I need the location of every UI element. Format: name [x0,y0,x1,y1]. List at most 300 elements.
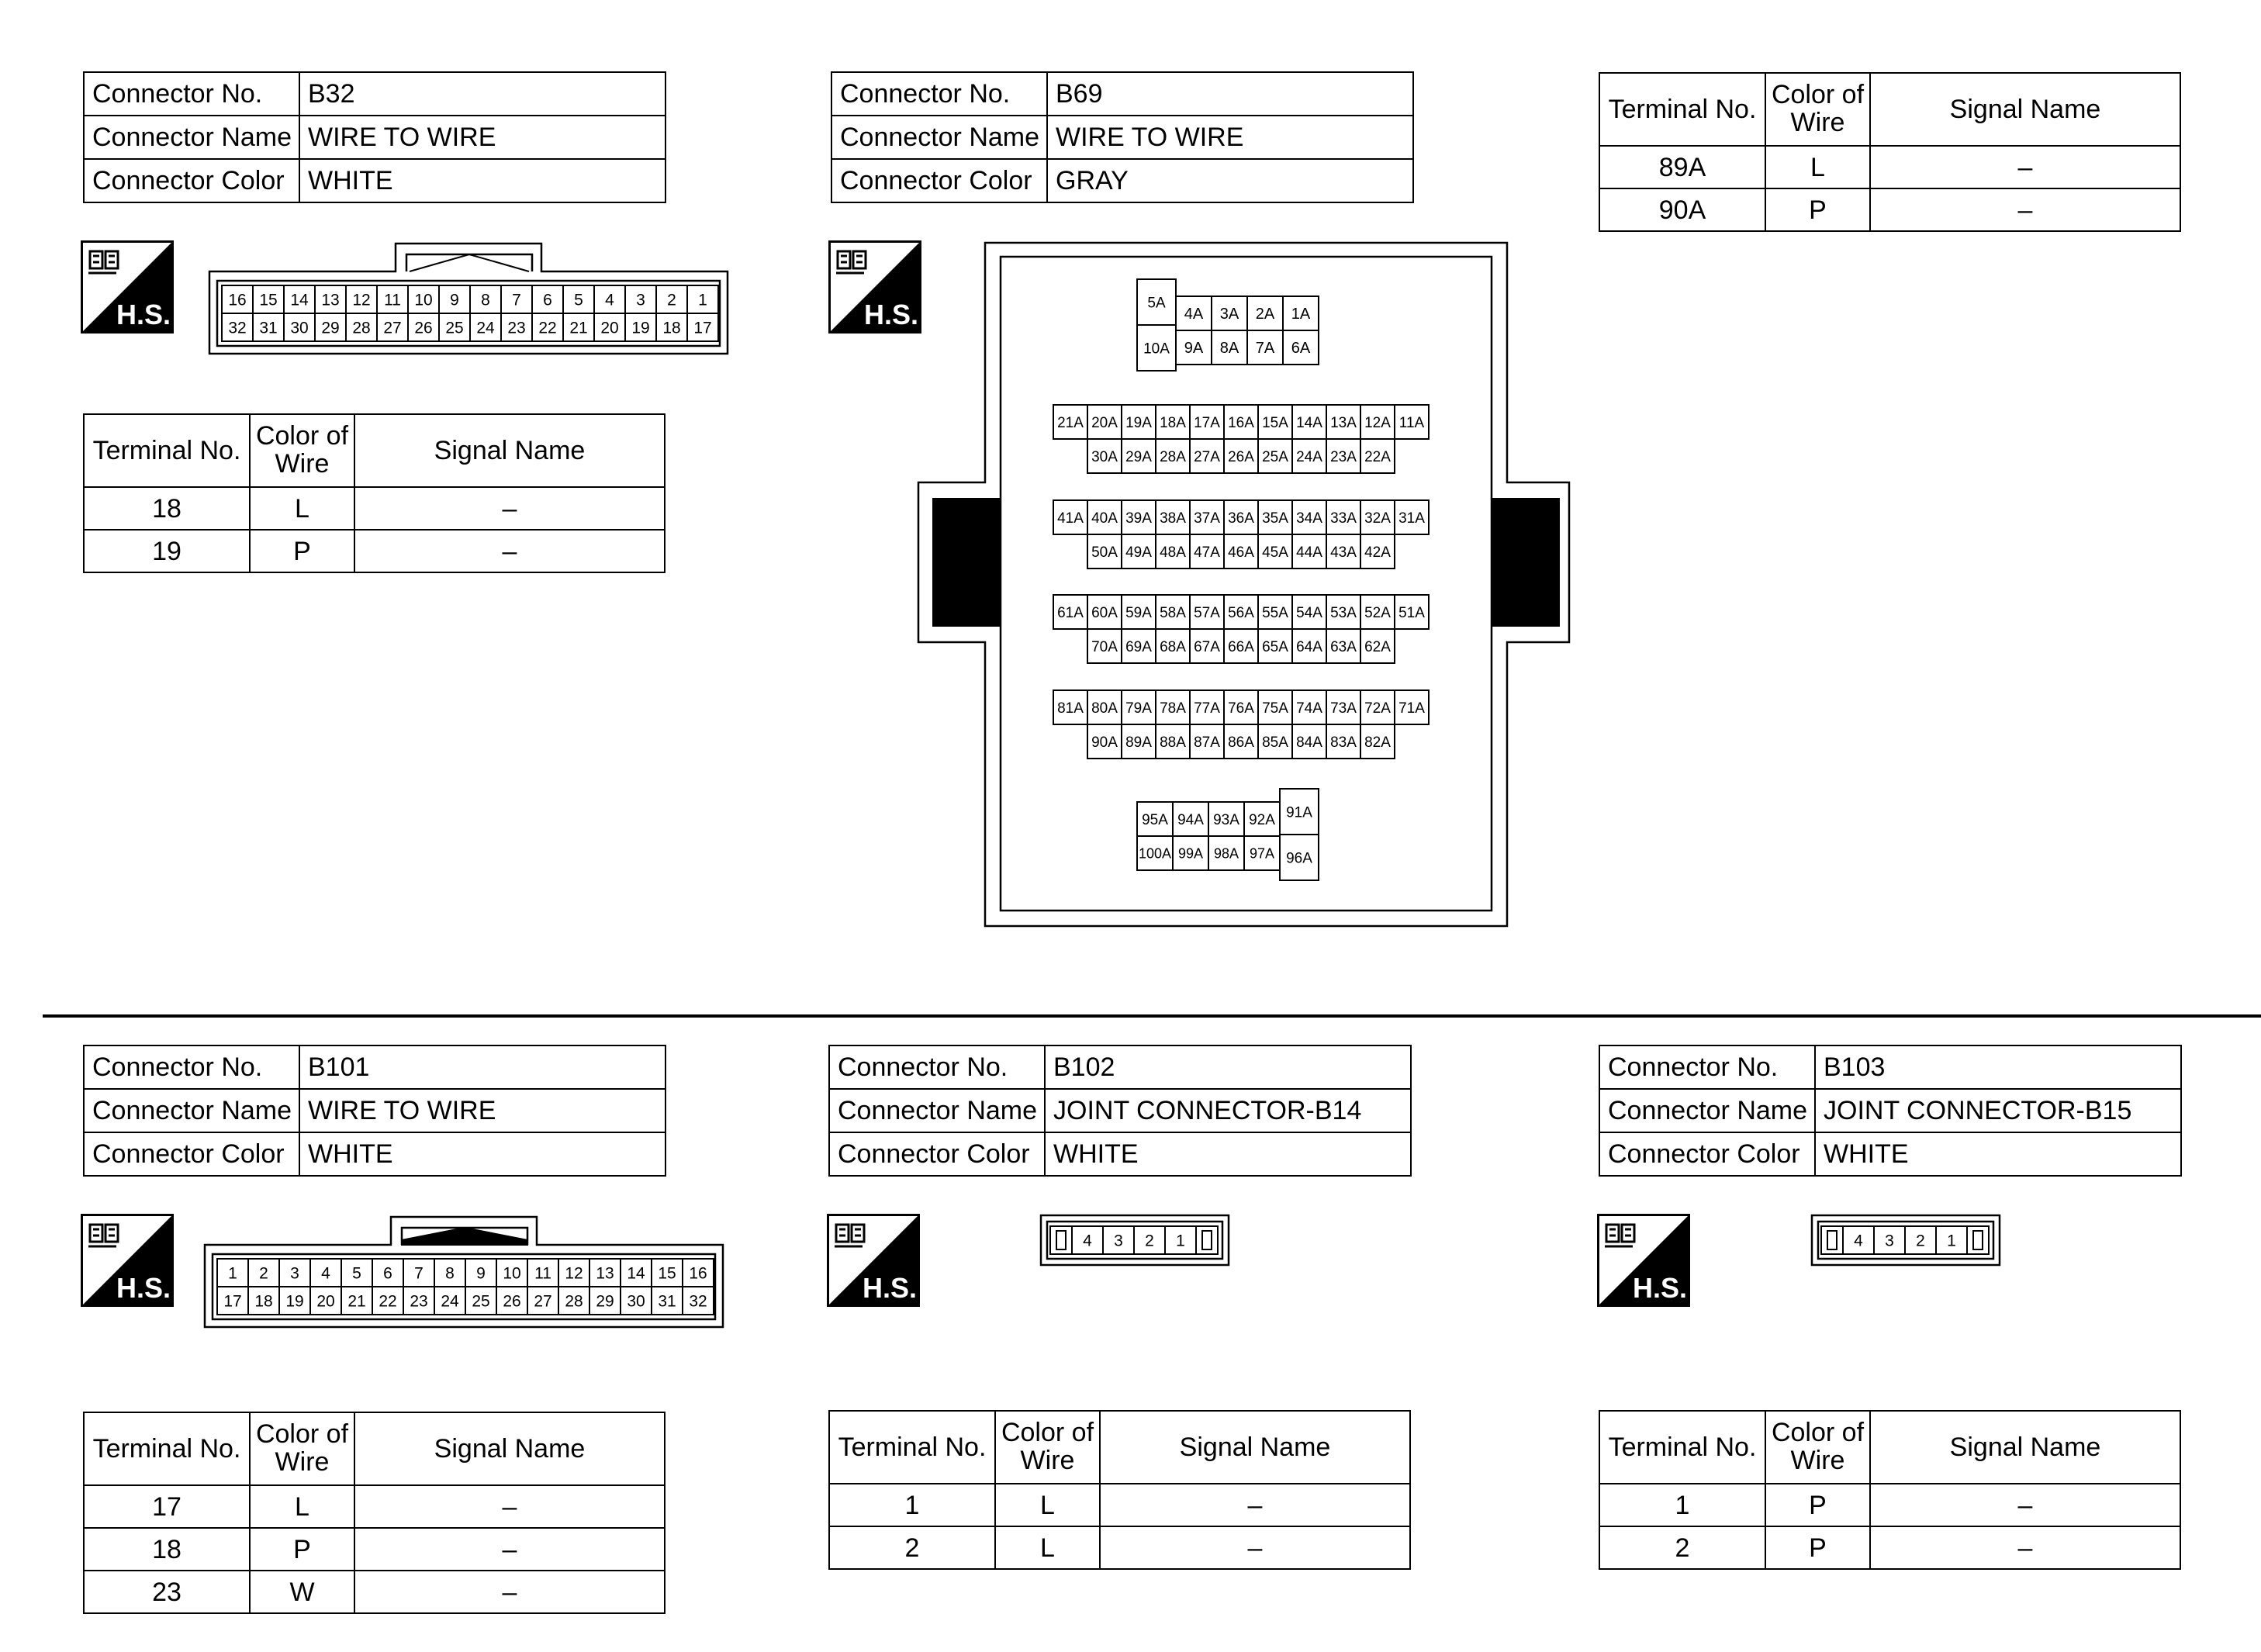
terminal-pin [1208,836,1244,870]
terminal-pin-label: 86A [1228,734,1254,751]
terminal-pin [1087,690,1122,724]
signal-name-header: Signal Name [1100,1411,1410,1484]
terminal-pin-label: 9 [476,1264,486,1283]
connector-color-label: Connector Color [831,159,1047,202]
terminal-pin [465,1259,496,1287]
terminal-pin [1326,724,1360,759]
terminal-pin [621,1287,652,1315]
terminal-pin-label: 63A [1330,638,1357,655]
connector-color-value: WHITE [1045,1132,1411,1176]
terminal-pin [1137,279,1176,325]
terminal-pin-label: 67A [1194,638,1220,655]
b32-terminal-table [83,413,666,573]
terminal-pin-label: 26 [414,319,433,337]
terminal-pin [1087,534,1122,569]
terminal-pin [222,285,253,313]
terminal-pin [1326,534,1360,569]
terminal-pin [558,1259,589,1287]
terminal-pin-label: 60A [1091,604,1118,621]
terminal-pin-label: 1 [1947,1232,1956,1250]
terminal-pin-label: 19 [631,319,650,337]
hs-label: H.S. [116,299,171,330]
terminal-pin [1360,500,1395,534]
terminal-pin-label: 52A [1364,604,1391,621]
connector-name-label: Connector Name [829,1089,1045,1132]
terminal-pin-label: 29 [321,319,340,337]
terminal-pin [1905,1226,1936,1254]
terminal-pin [279,1287,310,1315]
terminal-pin [558,1287,589,1315]
terminal-pin-label: 21 [569,319,588,337]
terminal-no-header: Terminal No. [1599,1411,1765,1484]
terminal-pin [1087,724,1122,759]
terminal-cell: 89A [1599,146,1765,188]
table-row [1599,1526,2180,1569]
terminal-cell: 17 [84,1485,250,1528]
info-row [829,1132,1411,1176]
connector-color-label: Connector Color [829,1132,1045,1176]
terminal-pin [1936,1226,1967,1254]
signal-cell: – [354,1571,665,1613]
signal-cell: – [354,487,665,530]
terminal-pin [1176,330,1212,365]
terminal-pin [532,313,563,341]
terminal-pin [439,313,470,341]
terminal-pin-label: 89A [1125,734,1152,751]
terminal-pin [1156,690,1190,724]
info-row [831,116,1413,159]
terminal-pin [1244,802,1280,836]
terminal-pin [1360,690,1395,724]
terminal-pin [1053,405,1087,439]
terminal-pin [372,1259,403,1287]
terminal-pin [1212,296,1247,330]
connector-name-value: WIRE TO WIRE [1047,116,1413,159]
terminal-pin [594,313,625,341]
terminal-pin [1224,724,1258,759]
terminal-pin-label: 31 [658,1292,676,1311]
terminal-pin [527,1259,558,1287]
terminal-pin [1122,439,1156,473]
terminal-pin-label: 26A [1228,448,1254,465]
connector-no-label: Connector No. [84,1045,299,1089]
hs-label: H.S. [864,299,919,330]
terminal-pin [1072,1226,1103,1254]
terminal-pin-label: 7A [1255,340,1275,358]
terminal-pin [563,285,594,313]
terminal-pin [470,313,501,341]
terminal-pin [1292,500,1326,534]
table-row [1599,146,2180,188]
terminal-pin-label: 4 [605,291,614,309]
terminal-pin [1292,534,1326,569]
terminal-pin-label: 25 [472,1292,490,1311]
signal-cell: – [354,1528,665,1571]
b101-terminal-table [83,1412,666,1614]
terminal-pin-label: 94A [1177,811,1204,828]
terminal-pin-label: 23 [507,319,526,337]
wire-color-cell: L [995,1484,1100,1526]
signal-name-header: Signal Name [1870,1411,2180,1484]
terminal-pin-label: 39A [1125,510,1152,527]
terminal-pin-label: 30A [1091,448,1118,465]
terminal-pin [687,285,718,313]
terminal-pin-label: 87A [1194,734,1220,751]
terminal-pin [1292,629,1326,663]
signal-name-header: Signal Name [1870,73,2180,146]
terminal-pin-label: 19 [285,1292,304,1311]
header-row [1599,73,2180,146]
connector-name-value: WIRE TO WIRE [299,1089,666,1132]
color-of-wire-header [995,1411,1100,1484]
info-row [829,1089,1411,1132]
terminal-pin [1395,595,1429,629]
terminal-pin [253,313,284,341]
terminal-pin [594,285,625,313]
terminal-pin-label: 44A [1296,544,1322,561]
terminal-pin-label: 7 [512,291,521,309]
terminal-pin [1190,724,1224,759]
hs-label: H.S. [863,1272,918,1304]
terminal-pin-label: 95A [1142,811,1168,828]
terminal-pin-label: 73A [1330,700,1357,717]
wire-label: Wire [275,1447,330,1477]
terminal-pin-label: 2A [1255,306,1275,323]
hs-icon [1597,1214,1690,1307]
terminal-pin-label: 90A [1091,734,1118,751]
terminal-pin [1843,1226,1874,1254]
terminal-pin [1053,500,1087,534]
terminal-pin [1087,500,1122,534]
terminal-pin [1190,439,1224,473]
terminal-pin-label: 1 [1176,1232,1185,1250]
terminal-pin [1283,296,1319,330]
table-row [84,1528,665,1571]
terminal-pin-label: 32 [228,319,247,337]
terminal-pin-label: 4 [1083,1232,1092,1250]
terminal-pin [1156,500,1190,534]
terminal-pin [1247,296,1283,330]
terminal-pin-label: 17 [693,319,712,337]
connector-no-value: B32 [299,72,666,116]
terminal-no-header: Terminal No. [1599,73,1765,146]
terminal-pin [1053,595,1087,629]
terminal-pin [656,285,687,313]
terminal-pin-label: 16A [1228,414,1254,431]
table-row [1599,188,2180,231]
terminal-pin-label: 85A [1262,734,1288,751]
terminal-pin [465,1287,496,1315]
terminal-pin-label: 26 [503,1292,521,1311]
terminal-pin [683,1259,714,1287]
terminal-cell: 18 [84,487,250,530]
hs-icon [828,240,921,334]
terminal-pin-label: 50A [1091,544,1118,561]
terminal-pin [1224,500,1258,534]
connector-color-label: Connector Color [84,159,299,202]
terminal-pin-label: 3 [290,1264,299,1283]
terminal-pin-label: 9 [450,291,459,309]
color-of-wire-header [250,414,354,487]
terminal-pin-label: 61A [1057,604,1084,621]
terminal-pin [1224,595,1258,629]
terminal-pin-label: 4A [1184,306,1204,323]
info-row [829,1045,1411,1089]
terminal-cell: 90A [1599,188,1765,231]
connector-name-label: Connector Name [1599,1089,1815,1132]
terminal-pin [1326,629,1360,663]
wire-color-cell: P [250,530,354,572]
terminal-pin [377,313,408,341]
color-of-wire-header [250,1412,354,1485]
terminal-pin-label: 48A [1160,544,1186,561]
terminal-pin [1190,690,1224,724]
terminal-pin-label: 14 [627,1264,645,1283]
terminal-pin-label: 25A [1262,448,1288,465]
terminal-pin [1283,330,1319,365]
terminal-pin-label: 15A [1262,414,1288,431]
terminal-pin-label: 75A [1262,700,1288,717]
terminal-pin [1258,629,1292,663]
info-row [84,1045,666,1089]
info-row [84,116,666,159]
wire-color-cell: L [250,1485,354,1528]
terminal-pin [625,313,656,341]
terminal-pin [1874,1226,1905,1254]
terminal-pin [687,313,718,341]
connector-color-label: Connector Color [1599,1132,1815,1176]
terminal-pin [1122,724,1156,759]
terminal-pin [408,285,439,313]
b101-info-table [83,1045,666,1177]
terminal-pin [1292,690,1326,724]
terminal-pin-label: 1 [228,1264,237,1283]
terminal-pin [1122,690,1156,724]
terminal-pin [341,1259,372,1287]
terminal-pin [1326,439,1360,473]
wire-label: Wire [1020,1446,1075,1475]
terminal-pin [1395,405,1429,439]
table-row [84,530,665,572]
terminal-pin-label: 71A [1398,700,1425,717]
signal-cell: – [1870,1484,2180,1526]
terminal-pin-label: 3A [1219,306,1239,323]
terminal-pin-label: 5 [352,1264,361,1283]
terminal-pin-label: 20 [316,1292,335,1311]
table-row [829,1484,1410,1526]
terminal-pin-label: 79A [1125,700,1152,717]
terminal-pin [1122,595,1156,629]
terminal-pin [248,1259,279,1287]
terminal-pin-label: 42A [1364,544,1391,561]
terminal-pin-label: 27 [534,1292,552,1311]
terminal-pin-label: 5A [1147,295,1166,312]
terminal-pin [625,285,656,313]
terminal-pin [1360,724,1395,759]
terminal-pin [1326,690,1360,724]
info-row [1599,1132,2181,1176]
terminal-pin-label: 24 [476,319,495,337]
color-of-label: Color of [255,421,349,451]
terminal-pin [1395,690,1429,724]
terminal-pin-label: 65A [1262,638,1288,655]
terminal-pin [532,285,563,313]
info-row [1599,1089,2181,1132]
wire-label: Wire [1790,1446,1845,1475]
terminal-pin [1103,1226,1134,1254]
connector-color-value: WHITE [299,1132,666,1176]
terminal-pin [1122,500,1156,534]
terminal-pin-label: 2 [667,291,676,309]
wire-color-cell: P [1765,1484,1870,1526]
terminal-pin-label: 35A [1262,510,1288,527]
terminal-pin [1190,405,1224,439]
terminal-pin [1156,724,1190,759]
terminal-pin [248,1287,279,1315]
terminal-pin [1326,405,1360,439]
terminal-pin-label: 24 [441,1292,459,1311]
hs-label: H.S. [116,1272,171,1304]
terminal-pin [377,285,408,313]
terminal-pin [346,313,377,341]
terminal-pin [1224,629,1258,663]
terminal-pin-label: 9A [1184,340,1204,358]
info-row [831,159,1413,202]
terminal-pin-label: 77A [1194,700,1220,717]
terminal-pin [1360,595,1395,629]
terminal-pin-label: 16 [228,291,247,309]
latch-mark [1056,1231,1066,1249]
terminal-cell: 18 [84,1528,250,1571]
terminal-pin-label: 7 [414,1264,424,1283]
terminal-pin [1280,789,1319,835]
terminal-pin-label: 41A [1057,510,1084,527]
terminal-pin-label: 45A [1262,544,1288,561]
terminal-pin-label: 32A [1364,510,1391,527]
terminal-pin-label: 99A [1177,845,1204,862]
terminal-pin [1190,595,1224,629]
terminal-pin-label: 27 [383,319,402,337]
terminal-pin-label: 24A [1296,448,1322,465]
terminal-pin [1190,534,1224,569]
terminal-no-header: Terminal No. [829,1411,995,1484]
color-of-label: Color of [255,1419,349,1450]
terminal-cell: 1 [829,1484,995,1526]
terminal-pin-label: 14A [1296,414,1322,431]
b102-info-table [828,1045,1412,1177]
terminal-pin [656,313,687,341]
terminal-pin-label: 23 [410,1292,428,1311]
terminal-pin-label: 12 [352,291,371,309]
color-of-label: Color of [1771,80,1865,110]
terminal-pin [652,1287,683,1315]
terminal-pin [1156,534,1190,569]
terminal-cell: 1 [1599,1484,1765,1526]
terminal-pin [346,285,377,313]
info-row [84,72,666,116]
b69-terminal-table [1599,72,2181,232]
terminal-pin [1122,405,1156,439]
terminal-cell: 2 [829,1526,995,1569]
terminal-pin [310,1287,341,1315]
terminal-pin [1292,595,1326,629]
terminal-pin [470,285,501,313]
wire-label: Wire [275,449,330,479]
header-row [84,414,665,487]
terminal-pin-label: 20A [1091,414,1118,431]
terminal-pin [1156,595,1190,629]
terminal-pin [341,1287,372,1315]
wire-color-cell: W [250,1571,354,1613]
terminal-pin [284,313,315,341]
terminal-pin [1224,690,1258,724]
terminal-pin-label: 53A [1330,604,1357,621]
signal-cell: – [1870,1526,2180,1569]
terminal-pin [1244,836,1280,870]
terminal-pin [1087,439,1122,473]
terminal-pin [1087,629,1122,663]
terminal-pin-label: 12 [565,1264,583,1283]
connector-no-value: B102 [1045,1045,1411,1089]
terminal-pin [1247,330,1283,365]
terminal-pin [1258,439,1292,473]
terminal-pin [501,313,532,341]
terminal-pin [1360,405,1395,439]
terminal-pin-label: 11A [1398,414,1425,431]
terminal-pin-label: 18A [1160,414,1186,431]
terminal-pin [434,1287,465,1315]
terminal-pin-label: 47A [1194,544,1220,561]
terminal-pin-label: 28A [1160,448,1186,465]
terminal-pin-label: 83A [1330,734,1357,751]
terminal-pin-label: 57A [1194,604,1220,621]
table-row [84,487,665,530]
terminal-pin [217,1287,248,1315]
terminal-pin-label: 23A [1330,448,1357,465]
b103-connector-face [1810,1214,2001,1268]
terminal-cell: 23 [84,1571,250,1613]
terminal-pin-label: 22 [538,319,557,337]
terminal-pin [222,313,253,341]
terminal-cell: 2 [1599,1526,1765,1569]
terminal-pin-label: 30 [627,1292,645,1311]
info-row [1599,1045,2181,1089]
info-row [831,72,1413,116]
signal-cell: – [1870,188,2180,231]
info-row [84,1132,666,1176]
connector-no-value: B103 [1815,1045,2181,1089]
color-of-label: Color of [1771,1418,1865,1448]
terminal-pin [1292,405,1326,439]
terminal-pin-label: 72A [1364,700,1391,717]
connector-color-value: WHITE [299,159,666,202]
terminal-pin [589,1259,621,1287]
terminal-pin-label: 33A [1330,510,1357,527]
terminal-pin-label: 30 [290,319,309,337]
terminal-cell: 19 [84,530,250,572]
latch-mark [1202,1231,1212,1249]
terminal-pin-label: 3 [1114,1232,1123,1250]
terminal-pin-label: 22A [1364,448,1391,465]
terminal-pin-label: 21A [1057,414,1084,431]
terminal-pin [253,285,284,313]
connector-no-value: B101 [299,1045,666,1089]
terminal-pin [1360,439,1395,473]
latch-mark [1973,1231,1983,1249]
terminal-pin-label: 8A [1219,340,1239,358]
connector-color-value: WHITE [1815,1132,2181,1176]
terminal-pin [683,1287,714,1315]
